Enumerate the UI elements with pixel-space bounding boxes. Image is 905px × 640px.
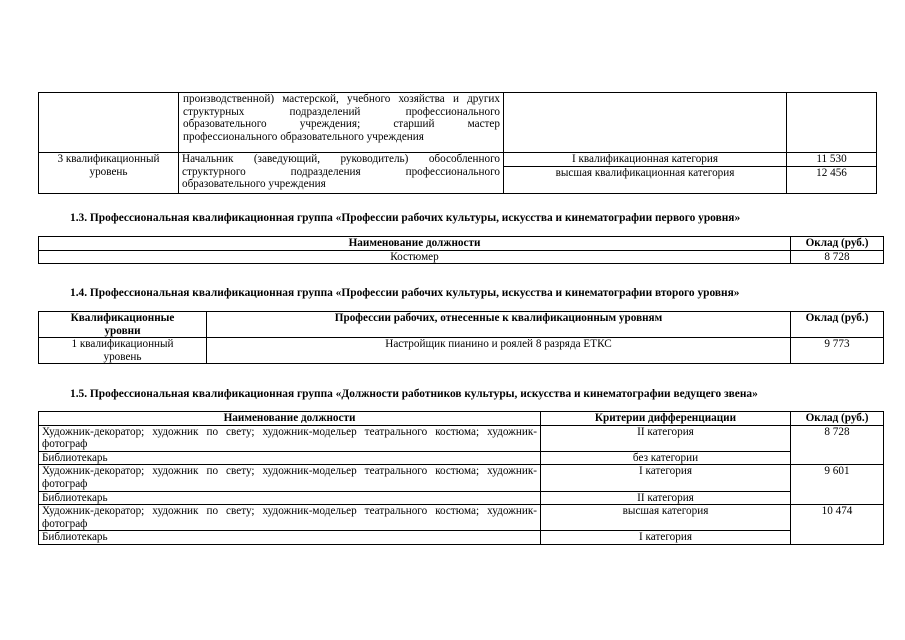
table-cell xyxy=(787,93,877,153)
qualification-level-cell: 3 квалификационный уровень xyxy=(39,153,179,194)
table-row xyxy=(39,465,884,491)
criteria-cell: высшая категория xyxy=(541,505,791,531)
salary-cell: 8 728 xyxy=(791,250,884,264)
table-section-1-3 xyxy=(38,236,884,264)
column-header: Критерии дифференциации xyxy=(541,412,791,426)
table-header-row xyxy=(39,312,884,338)
salary-cell: 9 773 xyxy=(791,338,884,364)
column-header: Оклад (руб.) xyxy=(791,312,884,338)
position-cell: Библиотекарь xyxy=(39,451,541,465)
table-top xyxy=(38,92,877,194)
position-cell: Библиотекарь xyxy=(39,491,541,505)
table-row xyxy=(39,425,884,451)
table-row xyxy=(39,451,884,465)
section-heading: 1.3. Профессиональная квалификационная группа «Профессии рабочих культуры, искусства и кинематографии первого уровня» xyxy=(70,212,741,224)
profession-cell: Настройщик пианино и роялей 8 разряда ЕТКС xyxy=(207,338,791,364)
criteria-cell: II категория xyxy=(541,491,791,505)
position-cell: Художник-декоратор; художник по свету; художник-модельер театрального костюма; художник-фотограф xyxy=(39,465,541,491)
section-heading: 1.5. Профессиональная квалификационная группа «Должности работников культуры, искусства и кинематографии ведущего звена» xyxy=(70,388,758,400)
position-cell: Художник-декоратор; художник по свету; художник-модельер театрального костюма; художник-фотограф xyxy=(39,505,541,531)
table-row xyxy=(39,338,884,364)
table-section-1-5 xyxy=(38,411,884,545)
column-header: Оклад (руб.) xyxy=(791,412,884,426)
column-header: Квалификационные уровни xyxy=(39,312,207,338)
table-row xyxy=(39,491,884,505)
table-cell xyxy=(39,93,179,153)
salary-cell: 11 530 xyxy=(787,153,877,167)
criteria-cell: I категория xyxy=(541,465,791,491)
table-row xyxy=(39,153,877,167)
table-row xyxy=(39,531,884,545)
category-cell: I квалификационная категория xyxy=(504,153,787,167)
position-cell: Начальник (заведующий, руководитель) обособленного структурного подразделения профессионального образовательного учреждения xyxy=(179,153,504,194)
table-row xyxy=(39,505,884,531)
column-header: Оклад (руб.) xyxy=(791,237,884,251)
position-cell: Библиотекарь xyxy=(39,531,541,545)
salary-cell: 8 728 xyxy=(791,425,884,465)
criteria-cell: I категория xyxy=(541,531,791,545)
criteria-cell: без категории xyxy=(541,451,791,465)
table-row xyxy=(39,250,884,264)
section-heading: 1.4. Профессиональная квалификационная группа «Профессии рабочих культуры, искусства и кинематографии второго уровня» xyxy=(70,287,740,299)
table-header-row xyxy=(39,237,884,251)
salary-cell: 10 474 xyxy=(791,505,884,545)
category-cell: высшая квалификационная категория xyxy=(504,167,787,194)
column-header: Профессии рабочих, отнесенные к квалификационным уровням xyxy=(207,312,791,338)
criteria-cell: II категория xyxy=(541,425,791,451)
table-cell xyxy=(504,93,787,153)
table-section-1-4 xyxy=(38,311,884,364)
salary-cell: 9 601 xyxy=(791,465,884,505)
column-header: Наименование должности xyxy=(39,237,791,251)
qualification-level-cell: 1 квалификационный уровень xyxy=(39,338,207,364)
salary-cell: 12 456 xyxy=(787,167,877,194)
column-header: Наименование должности xyxy=(39,412,541,426)
table-header-row xyxy=(39,412,884,426)
position-cell: Художник-декоратор; художник по свету; художник-модельер театрального костюма; художник-фотограф xyxy=(39,425,541,451)
table-row xyxy=(39,93,877,153)
table-cell: производственной) мастерской, учебного хозяйства и других структурных подразделений профессионального образовательного учреждения; старший мастер профессионального образовательного учреждения xyxy=(179,93,504,153)
position-cell: Костюмер xyxy=(39,250,791,264)
